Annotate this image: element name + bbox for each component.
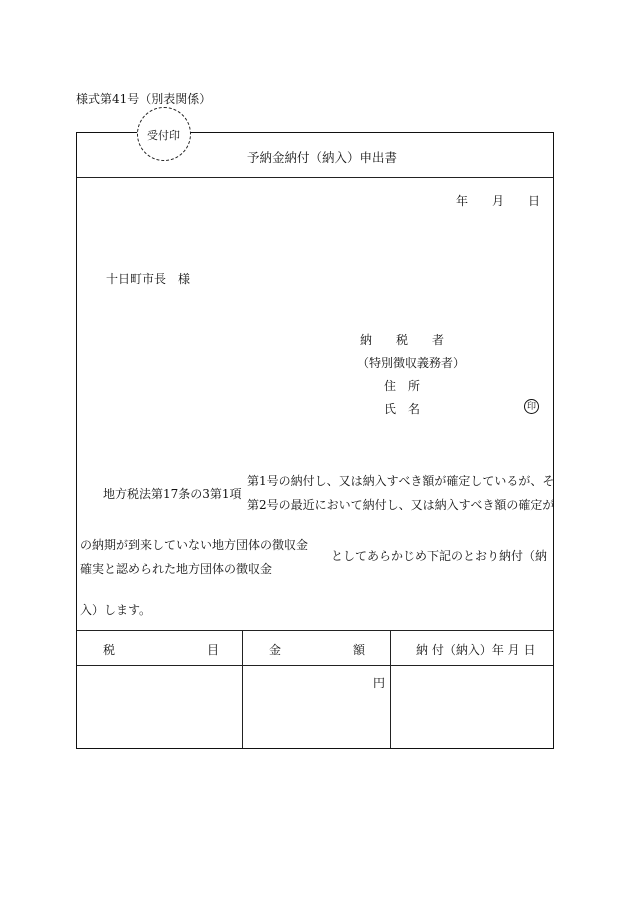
ending-text: 入）します。 (80, 603, 152, 617)
table-col-divider-2 (390, 630, 391, 748)
table-header-divider (77, 665, 553, 666)
continuation-text: としてあらかじめ下記のとおり納付（納 (331, 549, 548, 563)
stamp-label: 受付印 (147, 129, 180, 142)
header-amount-right: 額 (353, 643, 366, 657)
table-col-divider-1 (242, 630, 243, 748)
form-title: 予納金納付（納入）申出書 (247, 150, 398, 165)
header-tax-item-right: 目 (207, 643, 220, 657)
law-reference: 地方税法第17条の3第1項 (103, 487, 242, 501)
yen-unit: 円 (373, 676, 386, 690)
header-payment-date: 納 付（納入）年 月 日 (416, 643, 536, 657)
option-1-text: 第1号の納付し、又は納入すべき額が確定しているが、そ (247, 474, 555, 488)
taxpayer-label: 納 税 者 (360, 333, 445, 347)
clause-1-text: の納期が到来していない地方団体の徴収金 (80, 538, 309, 552)
seal-mark: 印 (524, 399, 539, 414)
date-day: 日 (528, 194, 541, 208)
date-month: 月 (492, 194, 505, 208)
header-amount-left: 金 (269, 643, 282, 657)
form-number: 様式第41号（別表関係） (76, 92, 212, 106)
address-label: 住 所 (384, 379, 421, 393)
option-2-text: 第2号の最近において納付し、又は納入すべき額の確定が (247, 498, 555, 512)
title-divider (77, 177, 553, 178)
name-label: 氏 名 (384, 402, 421, 416)
date-year: 年 (456, 194, 469, 208)
addressee: 十日町市長 様 (106, 272, 191, 286)
table-top-border (77, 630, 553, 631)
special-collector-label: （特別徴収義務者） (357, 356, 466, 370)
header-tax-item-left: 税 (103, 643, 116, 657)
clause-2-text: 確実と認められた地方団体の徴収金 (80, 562, 273, 576)
